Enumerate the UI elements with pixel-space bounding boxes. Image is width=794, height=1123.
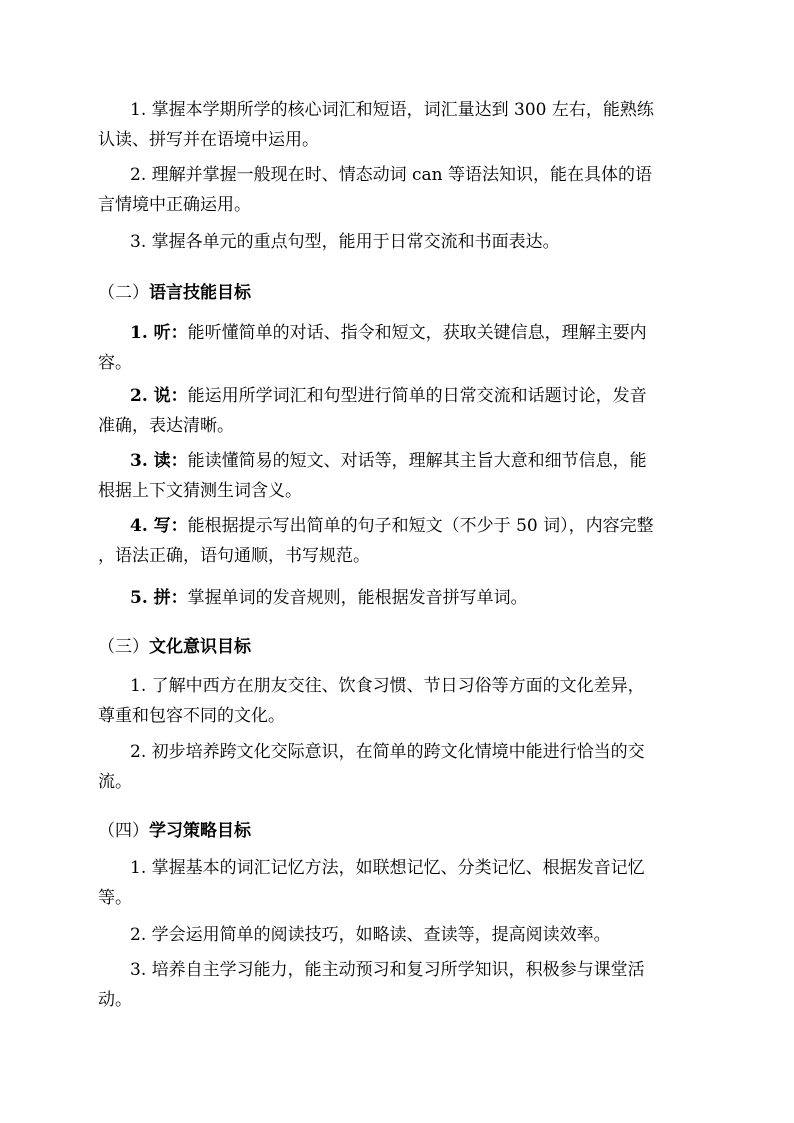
section-heading-skills-num: （二）	[98, 283, 149, 303]
skills-item-5	[98, 583, 700, 613]
skills-item-3-line2: 根据上下文猜测生词含义。	[98, 481, 302, 501]
skills-item-4-label: 4. 写：	[130, 516, 188, 536]
skills-item-4	[98, 511, 700, 571]
skills-item-1-line1: 能听懂简单的对话、指令和短文，获取关键信息，理解主要内	[187, 323, 647, 343]
skills-item-3	[98, 446, 700, 506]
culture-item-2-line1: 2. 初步培养跨文化交际意识，在简单的跨文化情境中能进行恰当的交	[130, 742, 645, 762]
section-heading-strategy-num: （四）	[98, 821, 149, 841]
skills-item-1	[98, 318, 700, 378]
skills-item-5-line1: 掌握单词的发音规则，能根据发音拼写单词。	[187, 588, 528, 608]
strategy-item-2-line1: 2. 学会运用简单的阅读技巧，如略读、查读等，提高阅读效率。	[130, 925, 611, 945]
skills-item-4-line1: 能根据提示写出简单的句子和短文（不少于 50 词），内容完整	[187, 516, 654, 536]
section-heading-skills-text: 语言技能目标	[149, 283, 251, 303]
knowledge-item-1-line1: 1. 掌握本学期所学的核心词汇和短语，词汇量达到 300 左右，能熟练	[130, 100, 654, 120]
section-heading-strategy-text: 学习策略目标	[149, 821, 251, 841]
culture-item-2	[98, 737, 700, 797]
skills-item-5-label: 5. 拼：	[130, 588, 188, 608]
skills-item-1-label: 1. 听：	[130, 323, 188, 343]
skills-item-2-label: 2. 说：	[130, 386, 188, 406]
culture-item-1	[98, 671, 700, 731]
strategy-item-1-line2: 等。	[98, 888, 132, 908]
culture-item-1-line1: 1. 了解中西方在朋友交往、饮食习惯、节日习俗等方面的文化差异，	[130, 676, 645, 696]
section-heading-culture-text: 文化意识目标	[149, 637, 251, 657]
knowledge-item-2-line2: 言情境中正确运用。	[98, 195, 251, 215]
knowledge-item-3	[98, 227, 700, 257]
knowledge-item-2-line1: 2. 理解并掌握一般现在时、情态动词 can 等语法知识，能在具体的语	[130, 165, 653, 185]
knowledge-item-1	[98, 95, 700, 155]
strategy-item-1-line1: 1. 掌握基本的词汇记忆方法，如联想记忆、分类记忆、根据发音记忆	[130, 858, 645, 878]
strategy-item-3-line2: 动。	[98, 990, 132, 1010]
strategy-item-3-line1: 3. 培养自主学习能力，能主动预习和复习所学知识，积极参与课堂活	[130, 960, 645, 980]
skills-item-3-label: 3. 读：	[130, 451, 188, 471]
skills-item-1-line2: 容。	[98, 353, 132, 373]
culture-item-2-line2: 流。	[98, 772, 132, 792]
skills-item-2	[98, 381, 700, 441]
skills-item-2-line2: 准确，表达清晰。	[98, 416, 234, 436]
skills-item-4-line2: ，语法正确，语句通顺，书写规范。	[98, 546, 370, 566]
strategy-item-3	[98, 955, 700, 1015]
strategy-item-1	[98, 853, 700, 913]
knowledge-item-3-line1: 3. 掌握各单元的重点句型，能用于日常交流和书面表达。	[130, 232, 560, 252]
section-heading-skills	[98, 278, 251, 308]
culture-item-1-line2: 尊重和包容不同的文化。	[98, 706, 285, 726]
skills-item-3-line1: 能读懂简易的短文、对话等，理解其主旨大意和细节信息，能	[187, 451, 647, 471]
section-heading-culture-num: （三）	[98, 637, 149, 657]
strategy-item-2	[98, 920, 700, 950]
knowledge-item-1-line2: 认读、拼写并在语境中运用。	[98, 130, 319, 150]
section-heading-strategy	[98, 816, 251, 846]
knowledge-item-2	[98, 160, 700, 220]
section-heading-culture	[98, 632, 251, 662]
skills-item-2-line1: 能运用所学词汇和句型进行简单的日常交流和话题讨论，发音	[187, 386, 647, 406]
